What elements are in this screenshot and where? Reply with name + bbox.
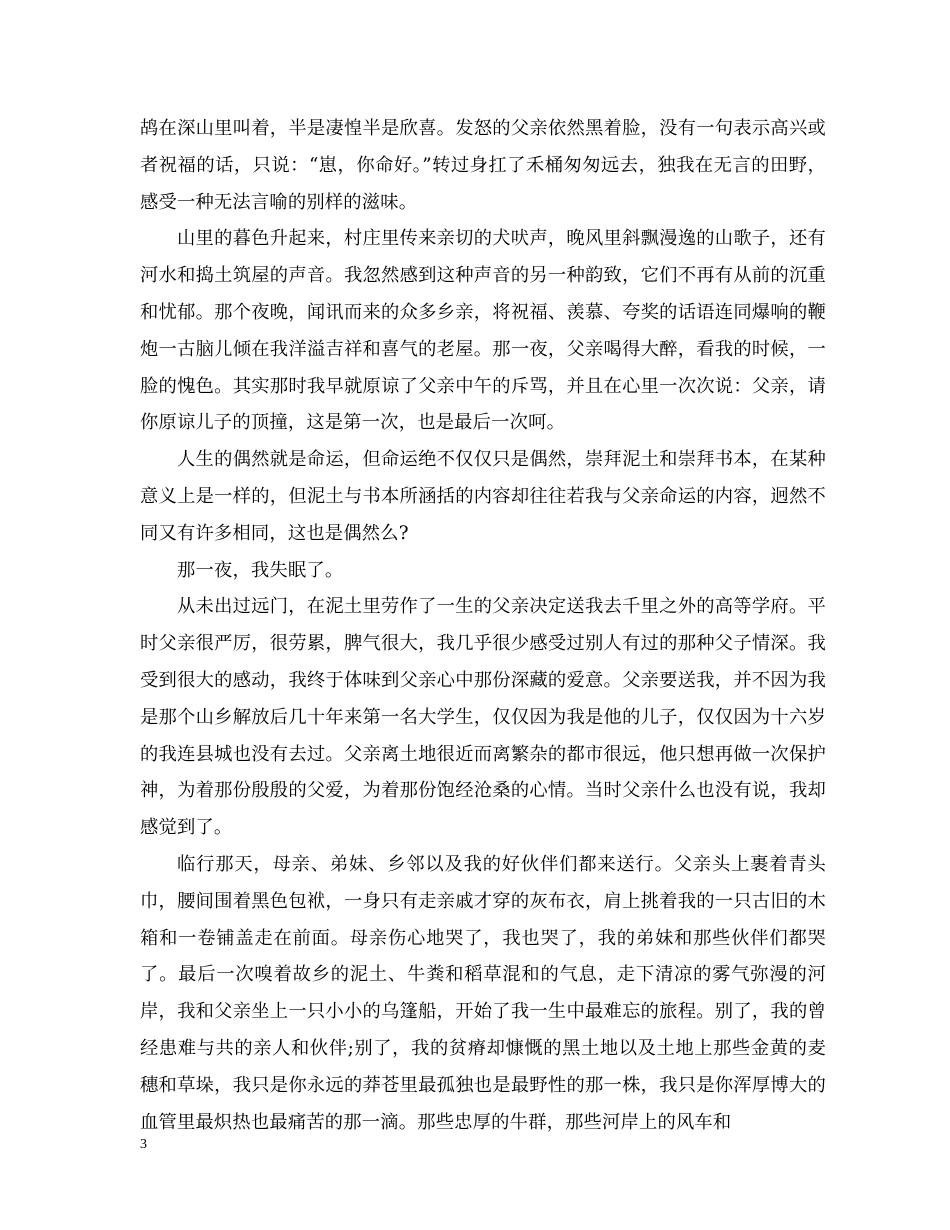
paragraph: 鸪在深山里叫着，半是凄惶半是欣喜。发怒的父亲依然黑着脸，没有一句表示高兴或者祝福的话，只说：“崽，你命好。”转过身扛了禾桶匆匆远去，独我在无言的田野，感受一种无法言喻的别样的滋味。: [140, 118, 826, 213]
page-number: 3: [140, 1137, 147, 1152]
paragraph: 人生的偶然就是命运，但命运绝不仅仅只是偶然，崇拜泥土和崇拜书本，在某种意义上是一样的，但泥土与书本所涵括的内容却往往若我与父亲命运的内容，迥然不同又有许多相同，这也是偶然么?: [140, 449, 826, 544]
paragraph: 从未出过远门，在泥土里劳作了一生的父亲决定送我去千里之外的高等学府。平时父亲很严厉，很劳累，脾气很大，我几乎很少感受过别人有过的那种父子情深。我受到很大的感动，我终于体味到父亲心中那份深藏的爱意。父亲要送我，并不因为我是那个山乡解放后几十年来第一名大学生，仅仅因为我是他的儿子，仅仅因为十六岁的我连县城也没有去过。父亲离土地很近而离繁杂的都市很远，他只想再做一次保护神，为着那份殷殷的父爱，为着那份饱经沧桑的心情。当时父亲什么也没有说，我却感觉到了。: [140, 596, 826, 839]
paragraph: 临行那天，母亲、弟妹、乡邻以及我的好伙伴们都来送行。父亲头上裹着青头巾，腰间围着黑色包袱，一身只有走亲戚才穿的灰布衣，肩上挑着我的一只古旧的木箱和一卷铺盖走在前面。母亲伤心地哭了，我也哭了，我的弟妹和那些伙伴们都哭了。最后一次嗅着故乡的泥土、牛粪和稻草混和的气息，走下清凉的雾气弥漫的河岸，我和父亲坐上一只小小的乌篷船，开始了我一生中最难忘的旅程。别了，我的曾经患难与共的亲人和伙伴;别了，我的贫瘠却慷慨的黑土地以及土地上那些金黄的麦穗和草垛，我只是你永远的莽苍里最孤独也是最野性的那一株，我只是你浑厚博大的血管里最炽热也最痛苦的那一滴。那些忠厚的牛群，那些河岸上的风车和: [140, 853, 826, 1133]
body-text: [140, 111, 826, 1141]
paragraph: 山里的暮色升起来，村庄里传来亲切的犬吠声，晚风里斜飘漫逸的山歌子，还有河水和捣土筑屋的声音。我忽然感到这种声音的另一种韵致，它们不再有从前的沉重和忧郁。那个夜晚，闻讯而来的众多乡亲，将祝福、羡慕、夸奖的话语连同爆响的鞭炮一古脑儿倾在我洋溢吉祥和喜气的老屋。那一夜，父亲喝得大醉，看我的时候，一脸的愧色。其实那时我早就原谅了父亲中午的斥骂，并且在心里一次次说：父亲，请你原谅儿子的顶撞，这是第一次，也是最后一次呵。: [140, 228, 826, 434]
paragraph: 那一夜，我失眠了。: [177, 559, 344, 581]
